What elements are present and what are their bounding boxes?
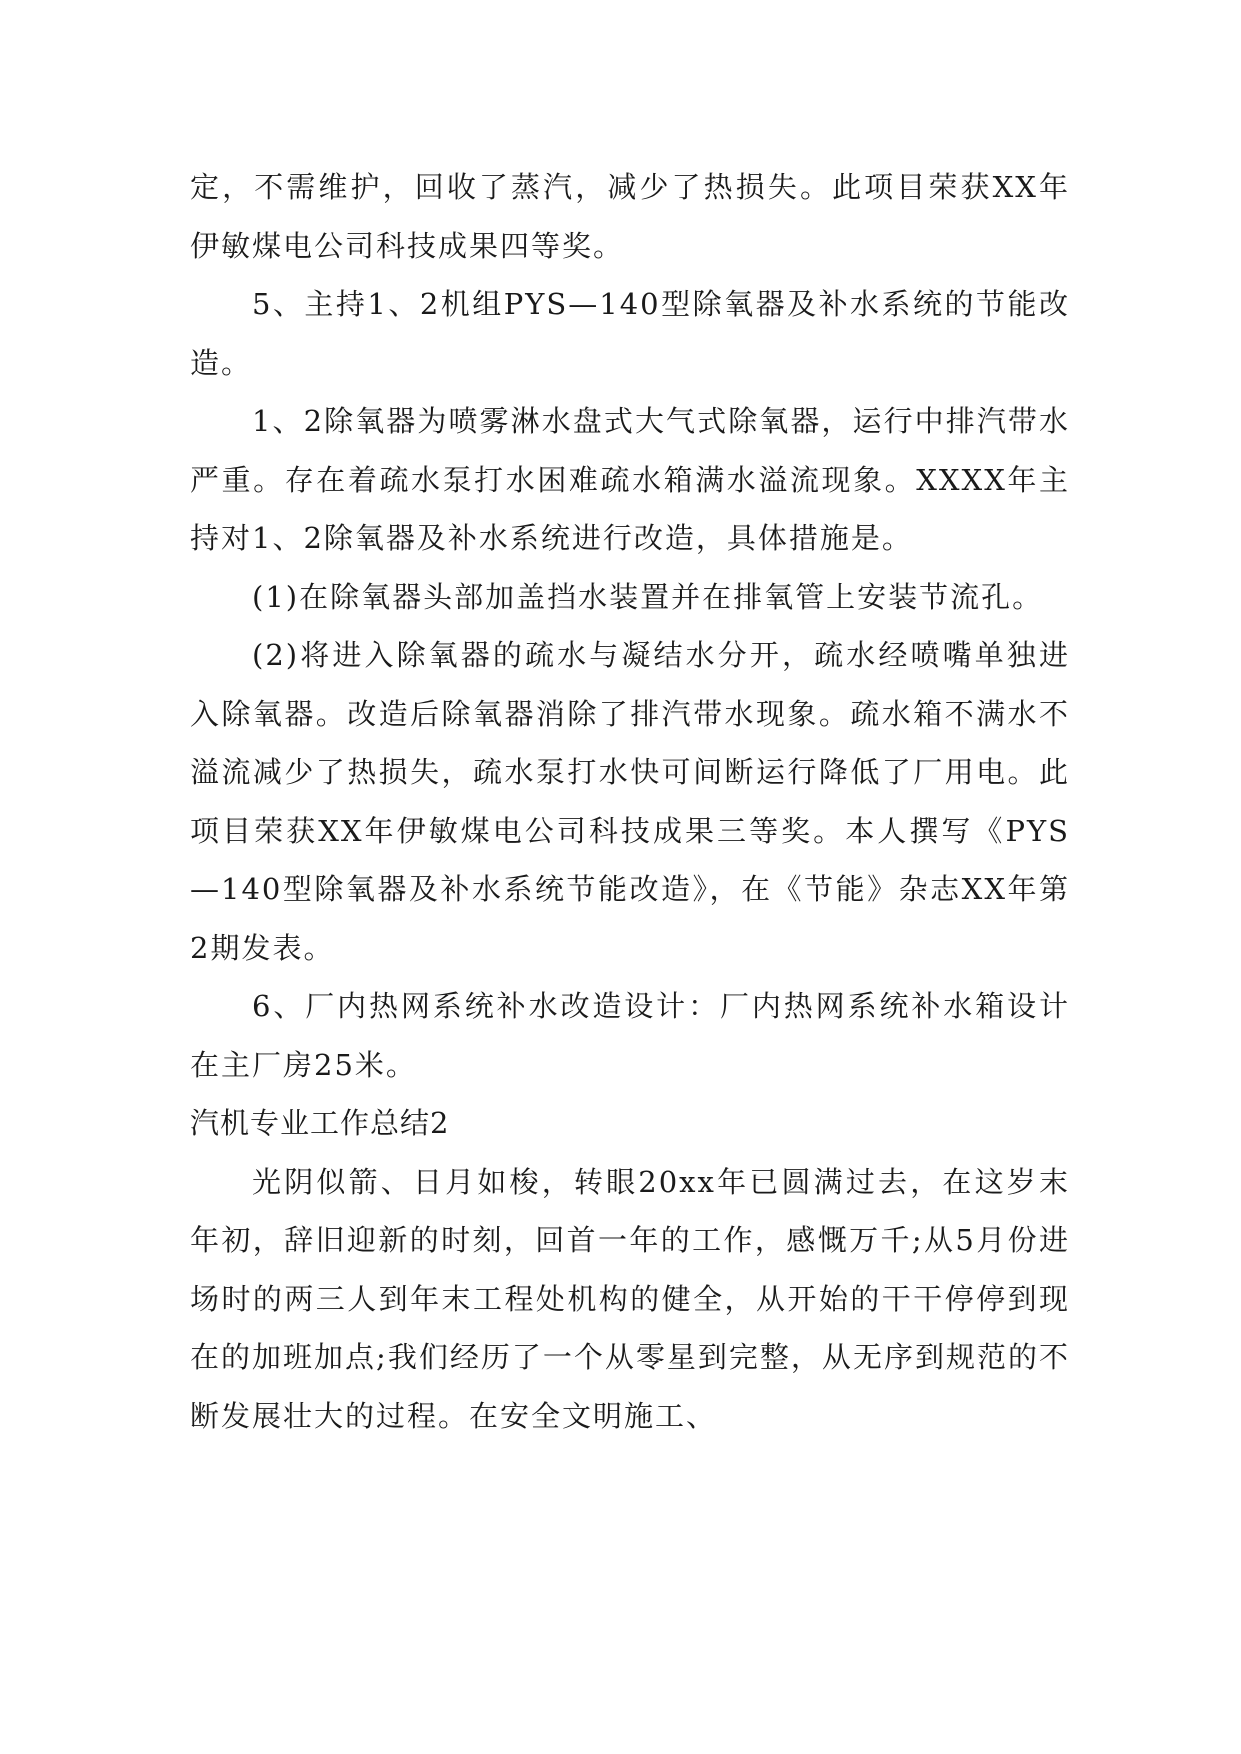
section-heading: 汽机专业工作总结2: [190, 1106, 450, 1140]
paragraph-continuation: 定，不需维护，回收了蒸汽，减少了热损失。此项目荣获XX年伊敏煤电公司科技成果四等奖。: [190, 170, 1070, 263]
paragraph-measure-1: (1)在除氧器头部加盖挡水装置并在排氧管上安装节流孔。: [252, 579, 1044, 614]
document-body: [190, 158, 1070, 1445]
paragraph-item-6: 6、厂内热网系统补水改造设计：厂内热网系统补水箱设计在主厂房25米。: [190, 989, 1070, 1082]
paragraph-summary-intro: 光阴似箭、日月如梭，转眼20xx年已圆满过去，在这岁末年初，辞旧迎新的时刻，回首一年的工作，感慨万千;从5月份进场时的两三人到年末工程处机构的健全，从开始的干干停停到现在的加班加点;我们经历了一个从零星到完整，从无序到规范的不断发展壮大的过程。在安全文明施工、: [190, 1164, 1070, 1433]
paragraph-item-5: 5、主持1、2机组PYS—140型除氧器及补水系统的节能改造。: [190, 287, 1070, 380]
paragraph-deaerator-description: 1、2除氧器为喷雾淋水盘式大气式除氧器，运行中排汽带水严重。存在着疏水泵打水困难疏水箱满水溢流现象。XXXX年主持对1、2除氧器及补水系统进行改造，具体措施是。: [190, 404, 1070, 555]
paragraph-measure-2: (2)将进入除氧器的疏水与凝结水分开，疏水经喷嘴单独进入除氧器。改造后除氧器消除了排汽带水现象。疏水箱不满水不溢流减少了热损失，疏水泵打水快可间断运行降低了厂用电。此项目荣获XX年伊敏煤电公司科技成果三等奖。本人撰写《PYS—140型除氧器及补水系统节能改造》，在《节能》杂志XX年第2期发表。: [190, 638, 1070, 965]
